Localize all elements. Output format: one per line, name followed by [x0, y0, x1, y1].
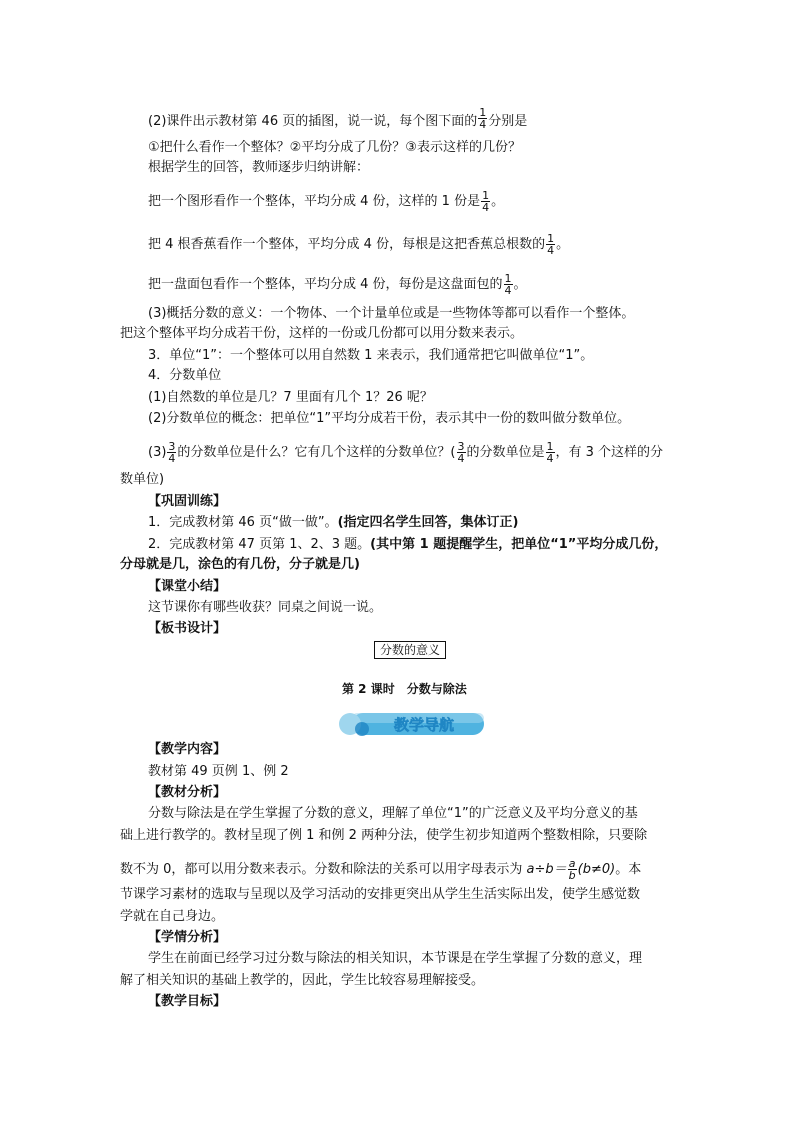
fraction-one-quarter: $\frac{1}{4}$ — [546, 440, 554, 465]
fraction-three-quarters: $\frac{3}{4}$ — [457, 440, 465, 465]
paragraph-line: 分数与除法是在学生掌握了分数的意义，理解了单位“1”的广泛意义及平均分意义的基 — [148, 806, 638, 821]
paragraph-line: 3．单位“1”：一个整体可以用自然数 1 来表示，我们通常把它叫做单位“1”。 — [148, 348, 594, 363]
banner-text: 教学导航 — [393, 716, 455, 734]
paragraph-line: 节课学习素材的选取与呈现以及学习活动的安排更突出从学生生活实际出发，使学生感觉数 — [120, 887, 641, 902]
paragraph-line: 根据学生的回答，教师逐步归纳讲解： — [148, 160, 370, 175]
paragraph-line: 分母就是几，涂色的有几份，分子就是几) — [120, 557, 360, 572]
banner-bubble-small — [355, 722, 369, 736]
paragraph-line: (1)自然数的单位是几？7 里面有几个 1？26 呢？ — [148, 390, 433, 405]
section-heading: 【学情分析】 — [148, 930, 227, 945]
section-heading: 【教材分析】 — [148, 785, 227, 800]
text: 分别是 — [488, 114, 528, 129]
paragraph-line — [148, 107, 527, 130]
section-heading: 【教学目标】 — [148, 994, 227, 1009]
paragraph-line: (2)分数单位的概念：把单位“1”平均分成若干份，表示其中一份的数叫做分数单位。 — [148, 411, 631, 426]
paragraph-line: (3) $\frac{3}{4}$ 的分数单位是什么？它有几个这样的分数单位？( $\frac{3}{4}$ 的分数单位是 $\frac{1}{4}$ ，有 3 个这样的分 — [148, 440, 664, 465]
paragraph-line: 数不为 0，都可以用分数来表示。分数和除法的关系可以用字母表示为 a÷b＝ $\frac{a}{b}$ (b≠0)。本 — [120, 857, 642, 882]
section-heading: 【教学内容】 — [148, 742, 227, 757]
lesson-title: 第 2 课时 分数与除法 — [342, 682, 467, 696]
paragraph-line: 4．分数单位 — [148, 368, 222, 383]
paragraph-line: 教材第 49 页例 1、例 2 — [148, 764, 289, 779]
paragraph-line: 把一个图形看作一个整体，平均分成 4 份，这样的 1 份是 $\frac{1}{4}$ 。 — [148, 189, 505, 214]
paragraph-line: (3)概括分数的意义：一个物体、一个计量单位或是一些物体等都可以看作一个整体。 — [148, 306, 635, 321]
paragraph-line: 础上进行教学的。教材呈现了例 1 和例 2 两种分法，使学生初步知道两个整数相除，只要除 — [120, 828, 648, 843]
fraction-a-over-b: $\frac{a}{b}$ — [568, 857, 576, 882]
fraction-one-quarter: $\frac{1}{4}$ — [504, 272, 512, 297]
paragraph-line: 这节课你有哪些收获？同桌之间说一说。 — [148, 600, 383, 615]
paragraph-line: 把 4 根香蕉看作一个整体，平均分成 4 份，每根是这把香蕉总根数的 $\frac{1}{4}$ 。 — [148, 232, 570, 257]
fraction-three-quarters: $\frac{3}{4}$ — [168, 440, 176, 465]
fraction-one-quarter: $\frac{1}{4}$ — [547, 232, 555, 257]
paragraph-line: 1．完成教材第 46 页“做一做”。(指定四名学生回答，集体订正) — [148, 515, 519, 530]
paragraph-line: 2．完成教材第 47 页第 1、2、3 题。(其中第 1 题提醒学生，把单位“1”平均分成几份， — [148, 537, 668, 552]
paragraph-line: ①把什么看作一个整体？②平均分成了几份？③表示这样的几份？ — [148, 140, 521, 155]
board-design-title: 分数的意义 — [374, 641, 446, 659]
section-heading: 【巩固训练】 — [148, 494, 227, 509]
section-heading: 【课堂小结】 — [148, 579, 227, 594]
text: (2)课件出示教材第 46 页的插图，说一说，每个图下面的 — [148, 114, 478, 129]
paragraph-line: 把这个整体平均分成若干份，这样的一份或几份都可以用分数来表示。 — [120, 326, 524, 341]
fraction-one-quarter: $\frac{1}{4}$ — [482, 189, 490, 214]
paragraph-line: 解了相关知识的基础上教学的，因此，学生比较容易理解接受。 — [120, 973, 485, 988]
teaching-navigation-banner — [338, 705, 488, 741]
paragraph-line: 把一盘面包看作一个整体，平均分成 4 份，每份是这盘面包的 $\frac{1}{4}$ 。 — [148, 272, 527, 297]
paragraph-line: 学生在前面已经学习过分数与除法的相关知识，本节课是在学生掌握了分数的意义，理 — [148, 951, 643, 966]
fraction-one-quarter: $\frac{1}{4}$ — [479, 106, 487, 131]
paragraph-line: 数单位) — [120, 472, 165, 487]
paragraph-line: 学就在自己身边。 — [120, 909, 225, 924]
section-heading: 【板书设计】 — [148, 621, 227, 636]
